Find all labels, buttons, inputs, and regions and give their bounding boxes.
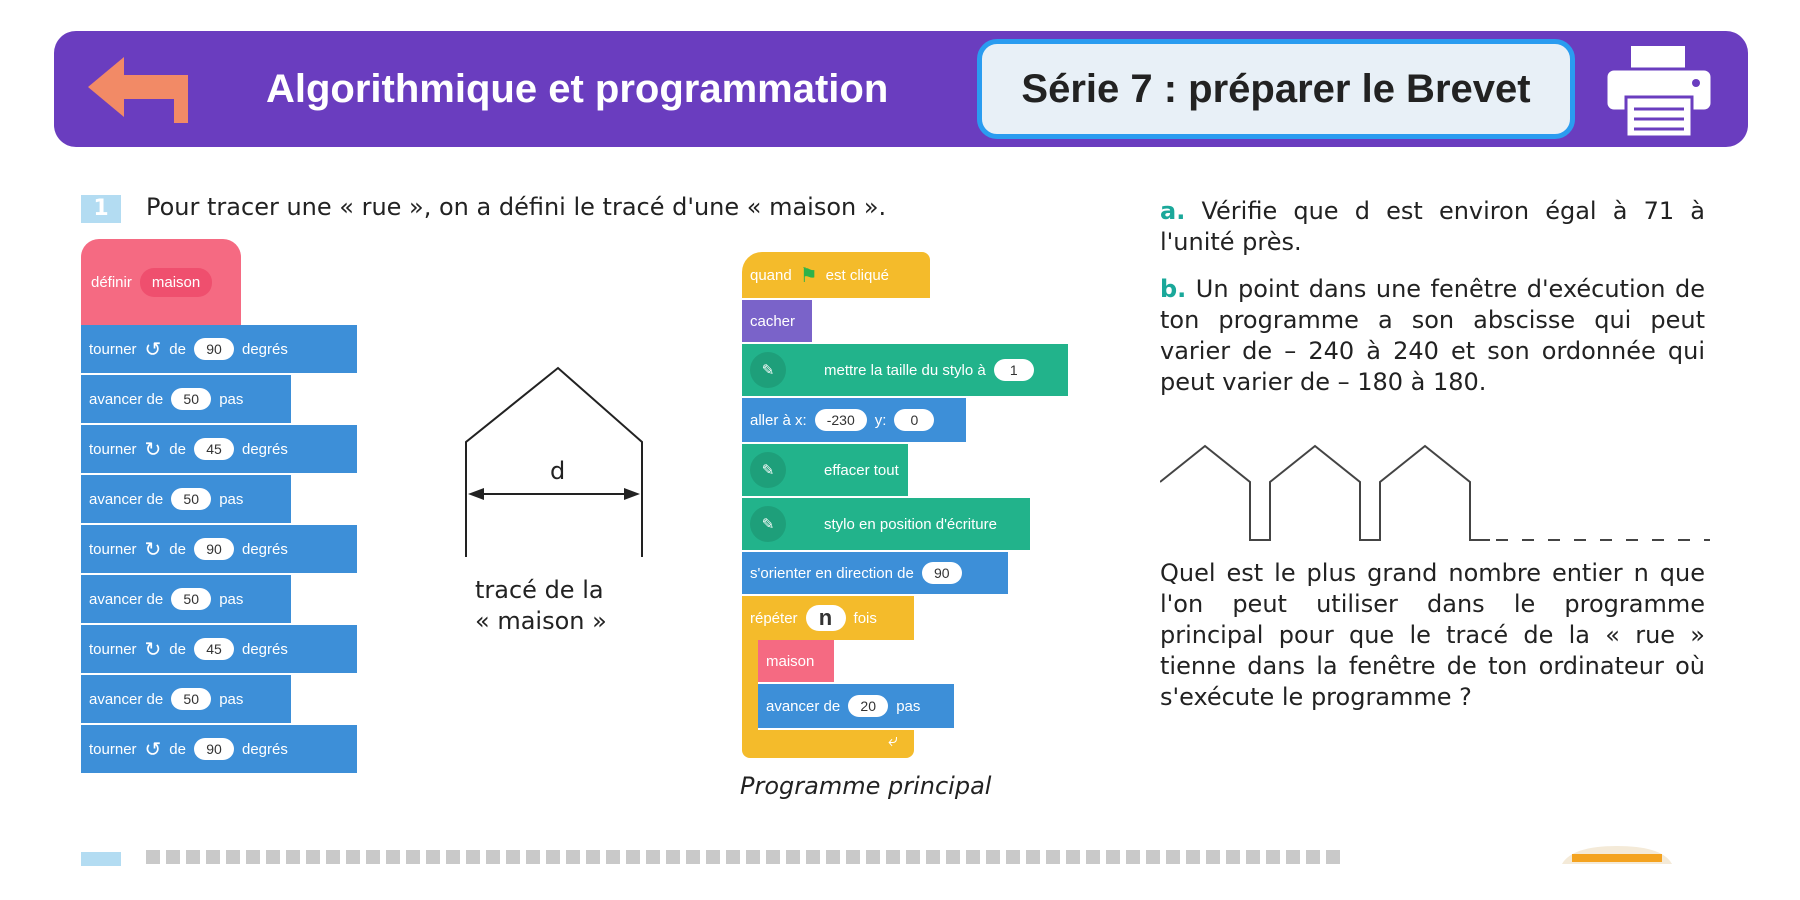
step-mid: de [169, 640, 186, 658]
step-unit: pas [219, 390, 244, 408]
turn-block [81, 325, 357, 373]
next-exercise-number [81, 852, 121, 866]
question-b-text: Un point dans une fenêtre d'exécution de ton programme a son abscisse qui peut varier de – 240 à 240 et son ordonnée qui peut varier de – 180 à 180. [1160, 275, 1705, 396]
move-unit: pas [896, 697, 921, 715]
house-d-label: d [550, 457, 566, 485]
goto-y-value: 0 [894, 409, 934, 431]
move-block [81, 675, 291, 723]
step-text: avancer de [89, 590, 164, 608]
move-block [81, 375, 291, 423]
next-exercise-text-cutoff [146, 850, 1346, 864]
pen-down-block [742, 498, 1030, 550]
step-value: 50 [171, 588, 211, 610]
goto-text: aller à x: [750, 411, 807, 429]
repeat-unit: fois [853, 609, 877, 627]
hide-block [742, 300, 812, 342]
step-text: avancer de [89, 490, 164, 508]
header-bar [54, 31, 1748, 147]
repeat-value: n [806, 605, 846, 631]
turn-block [81, 525, 357, 573]
step-unit: pas [219, 490, 244, 508]
pen-size-block [742, 344, 1068, 396]
pen-down-text: stylo en position d'écriture [824, 515, 997, 533]
repeat-block [742, 596, 914, 640]
pen-size-value: 1 [994, 359, 1034, 381]
repeat-arm [742, 640, 758, 736]
step-text: tourner [89, 340, 137, 358]
repeat-footer: ⤶ [742, 730, 914, 758]
step-unit: degrés [241, 540, 288, 558]
print-button[interactable] [1600, 43, 1718, 139]
step-value: 50 [171, 388, 211, 410]
pen-size-text: mettre la taille du stylo à [824, 361, 986, 379]
scroll-up-tab[interactable] [1552, 838, 1682, 864]
erase-all-block [742, 444, 908, 496]
move-block [81, 475, 291, 523]
question-b [1160, 274, 1705, 398]
step-value: 45 [194, 638, 234, 660]
pen-icon: ✎ [750, 452, 786, 488]
step-unit: degrés [241, 640, 288, 658]
goto-xy-block [742, 398, 966, 442]
move-steps-block [758, 684, 954, 728]
goto-x-value: -230 [815, 409, 867, 431]
pen-icon: ✎ [750, 352, 786, 388]
step-mid: de [169, 740, 186, 758]
question-b-label: b. [1160, 275, 1187, 303]
question-a [1160, 196, 1705, 258]
step-text: tourner [89, 440, 137, 458]
question-a-text: Vérifie que d est environ égal à 71 à l'unité près. [1160, 197, 1705, 256]
step-value: 90 [194, 538, 234, 560]
step-unit: degrés [241, 740, 288, 758]
goto-y-label: y: [874, 411, 887, 429]
step-unit: degrés [241, 440, 288, 458]
step-mid: de [169, 340, 186, 358]
step-text: avancer de [89, 690, 164, 708]
step-text: tourner [89, 740, 137, 758]
exercise-number: 1 [81, 195, 121, 223]
rotate-right-icon: ↻ [144, 538, 162, 561]
hat-text-1: quand [750, 266, 792, 284]
step-unit: pas [219, 690, 244, 708]
point-direction-block [742, 552, 1008, 594]
when-flag-clicked-block [742, 252, 930, 298]
printer-icon [1600, 43, 1718, 139]
direction-value: 90 [922, 562, 962, 584]
step-mid: de [169, 540, 186, 558]
exercise-intro: Pour tracer une « rue », on a défini le tracé d'une « maison ». [146, 193, 887, 221]
rotate-right-icon: ↻ [144, 438, 162, 461]
rotate-right-icon: ↻ [144, 638, 162, 661]
main-program-caption: Programme principal [740, 772, 992, 800]
back-arrow-icon [84, 53, 194, 127]
turn-block [81, 725, 357, 773]
move-value: 20 [848, 695, 888, 717]
step-value: 45 [194, 438, 234, 460]
repeat-text: répéter [750, 609, 798, 627]
step-value: 50 [171, 488, 211, 510]
step-mid: de [169, 440, 186, 458]
step-unit: degrés [241, 340, 288, 358]
step-text: tourner [89, 640, 137, 658]
step-value: 90 [194, 338, 234, 360]
green-flag-icon: ⚑ [799, 264, 818, 287]
rotate-left-icon: ↺ [144, 738, 162, 761]
move-text: avancer de [766, 697, 841, 715]
erase-text: effacer tout [824, 461, 899, 479]
final-question: Quel est le plus grand nombre entier n que l'on peut utiliser dans le programme principal pour que le tracé de la « rue » tienne dans la fenêtre de ton ordinateur où s'exécute le programme ? [1160, 559, 1705, 711]
call-maison-block [758, 640, 834, 682]
turn-block [81, 425, 357, 473]
series-tab[interactable]: Série 7 : préparer le Brevet [977, 39, 1575, 139]
step-value: 90 [194, 738, 234, 760]
direction-text: s'orienter en direction de [750, 564, 914, 582]
step-unit: pas [219, 590, 244, 608]
street-figure [1160, 442, 1710, 542]
define-name: maison [140, 268, 212, 297]
app-title: Algorithmique et programmation [266, 67, 889, 111]
define-block [81, 239, 241, 325]
pen-icon: ✎ [750, 506, 786, 542]
define-label: définir [91, 273, 132, 291]
question-a-label: a. [1160, 197, 1186, 225]
move-block [81, 575, 291, 623]
turn-block [81, 625, 357, 673]
hat-text-2: est cliqué [825, 266, 890, 284]
call-text: maison [766, 652, 815, 670]
hide-text: cacher [750, 312, 796, 330]
step-text: avancer de [89, 390, 164, 408]
house-caption-line1: tracé de la [475, 576, 604, 604]
house-caption-line2: « maison » [475, 607, 607, 635]
rotate-left-icon: ↺ [144, 338, 162, 361]
back-button[interactable] [84, 53, 194, 127]
step-text: tourner [89, 540, 137, 558]
step-value: 50 [171, 688, 211, 710]
